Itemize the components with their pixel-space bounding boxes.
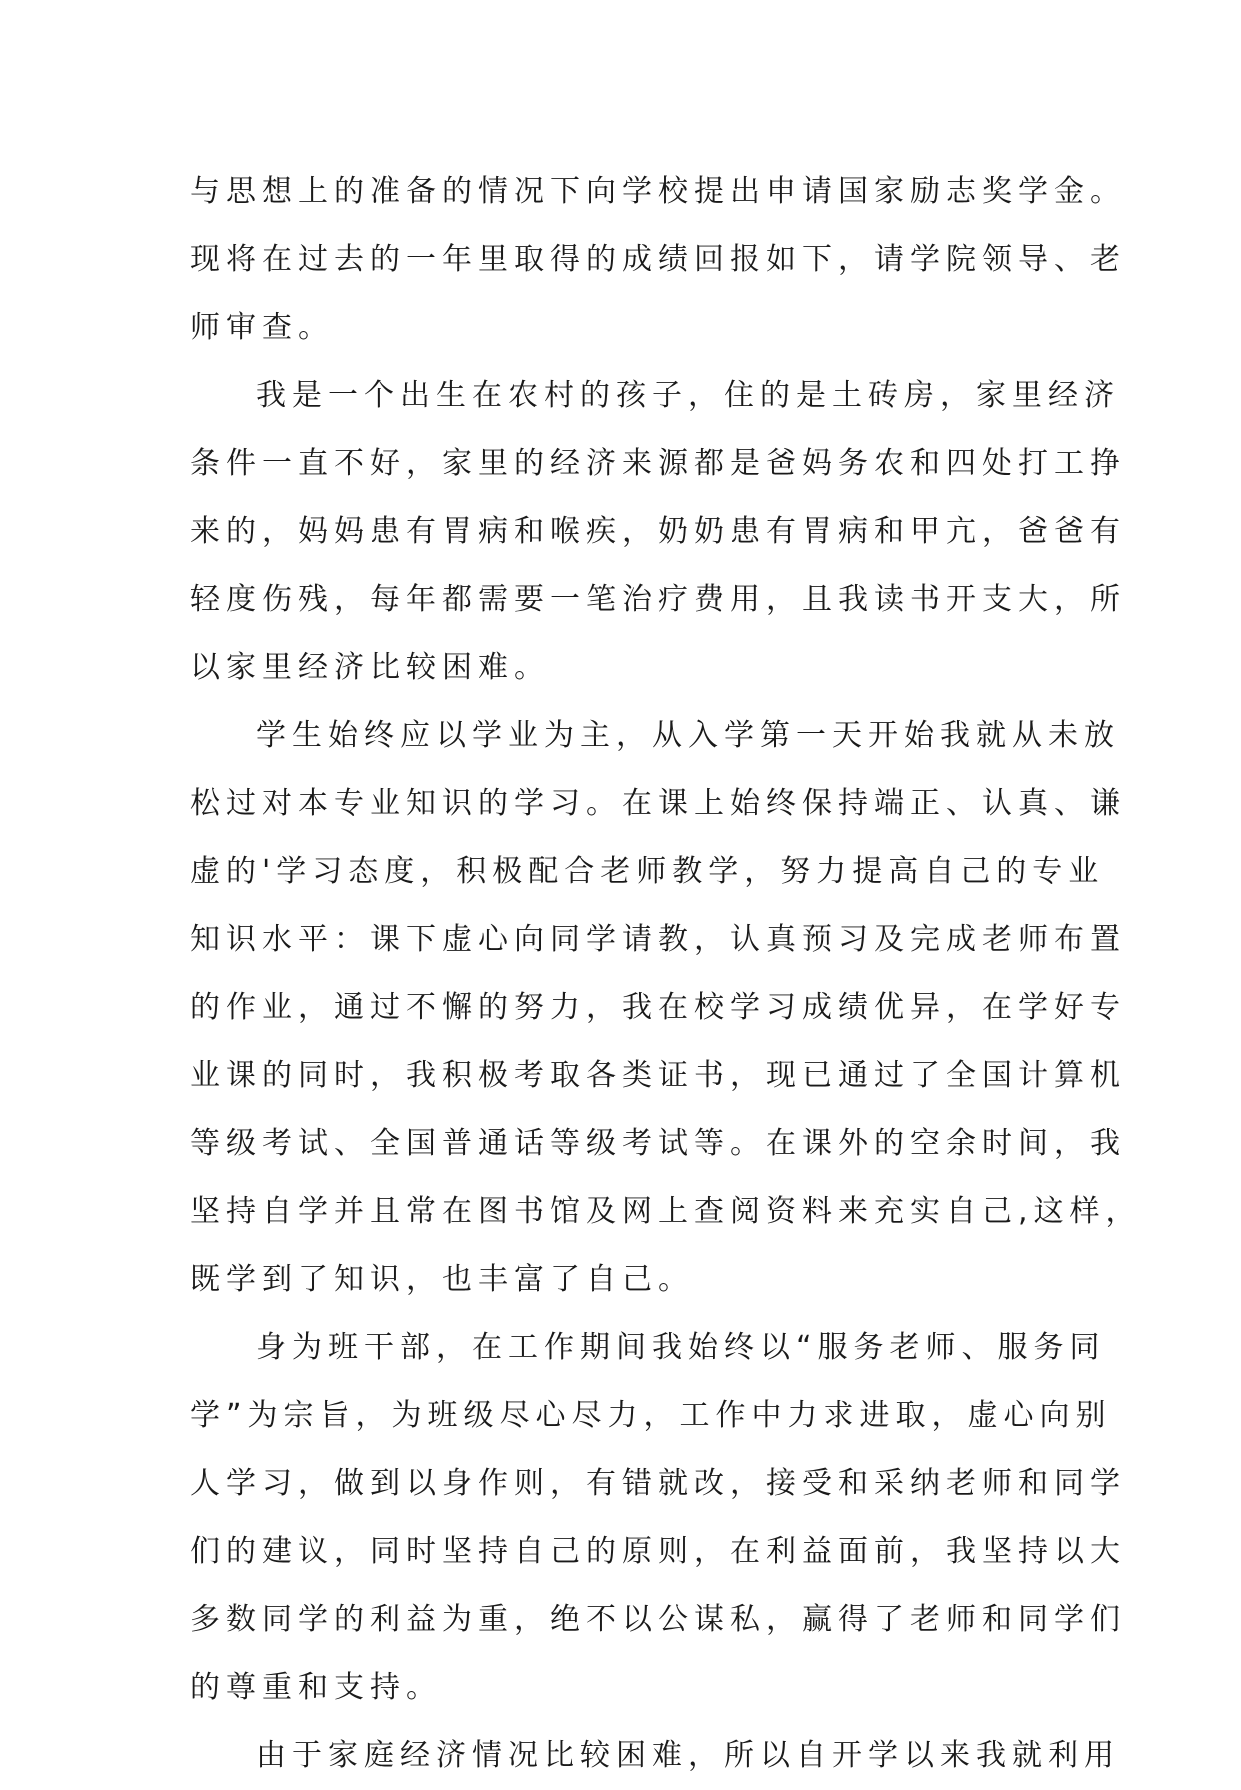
text-line: 以家里经济比较困难。 bbox=[190, 650, 550, 685]
text-line: 师审查。 bbox=[190, 310, 334, 345]
text-line: 与思想上的准备的情况下向学校提出申请国家励志奖学金。 bbox=[190, 174, 1126, 209]
text-line: 来的，妈妈患有胃病和喉疾，奶奶患有胃病和甲亢，爸爸有 bbox=[190, 514, 1126, 549]
text-line: 坚持自学并且常在图书馆及网上查阅资料来充实自己,这样， bbox=[190, 1194, 1142, 1229]
text-line: 们的建议，同时坚持自己的原则，在利益面前，我坚持以大 bbox=[190, 1534, 1126, 1569]
text-line: 由于家庭经济情况比较困难，所以自开学以来我就利用 bbox=[256, 1738, 1120, 1773]
text-line: 的作业，通过不懈的努力，我在校学习成绩优异，在学好专 bbox=[190, 990, 1126, 1025]
paragraph-5 bbox=[190, 1722, 1120, 1790]
text-line: 身为班干部，在工作期间我始终以“服务老师、服务同 bbox=[256, 1330, 1106, 1365]
text-line: 既学到了知识，也丰富了自己。 bbox=[190, 1262, 694, 1297]
text-line: 知识水平：课下虚心向同学请教，认真预习及完成老师布置 bbox=[190, 922, 1126, 957]
text-line: 虚的'学习态度，积极配合老师教学，努力提高自己的专业 bbox=[190, 854, 1105, 889]
paragraph-3 bbox=[190, 702, 1142, 1314]
text-line: 学”为宗旨，为班级尽心尽力，工作中力求进取，虚心向别 bbox=[190, 1398, 1112, 1433]
text-line: 条件一直不好，家里的经济来源都是爸妈务农和四处打工挣 bbox=[190, 446, 1126, 481]
paragraph-1 bbox=[190, 158, 1126, 362]
text-line: 人学习，做到以身作则，有错就改，接受和采纳老师和同学 bbox=[190, 1466, 1126, 1501]
paragraph-4 bbox=[190, 1314, 1126, 1722]
document-body bbox=[190, 158, 1142, 1790]
text-line: 多数同学的利益为重，绝不以公谋私，赢得了老师和同学们 bbox=[190, 1602, 1126, 1637]
paragraph-2 bbox=[190, 362, 1126, 702]
text-line: 现将在过去的一年里取得的成绩回报如下，请学院领导、老 bbox=[190, 242, 1126, 277]
text-line: 松过对本专业知识的学习。在课上始终保持端正、认真、谦 bbox=[190, 786, 1126, 821]
text-line: 业课的同时，我积极考取各类证书，现已通过了全国计算机 bbox=[190, 1058, 1126, 1093]
text-line: 学生始终应以学业为主，从入学第一天开始我就从未放 bbox=[256, 718, 1120, 753]
text-line: 等级考试、全国普通话等级考试等。在课外的空余时间，我 bbox=[190, 1126, 1126, 1161]
text-line: 的尊重和支持。 bbox=[190, 1670, 442, 1705]
text-line: 轻度伤残，每年都需要一笔治疗费用，且我读书开支大，所 bbox=[190, 582, 1126, 617]
text-line: 我是一个出生在农村的孩子，住的是土砖房，家里经济 bbox=[256, 378, 1120, 413]
